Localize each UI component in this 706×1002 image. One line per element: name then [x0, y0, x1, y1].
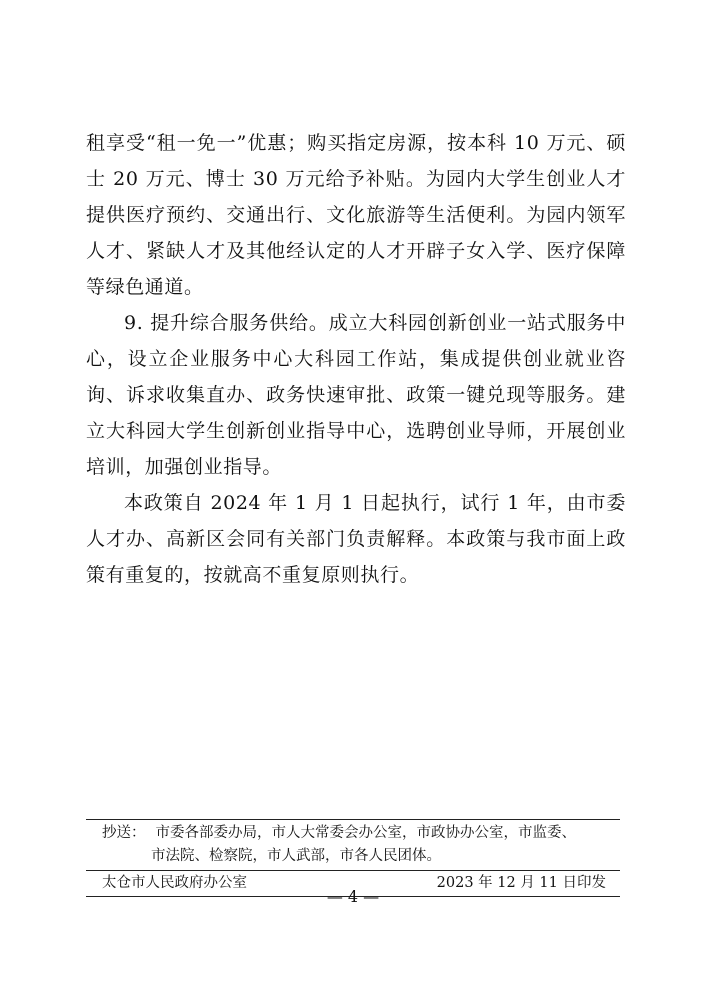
cc-recipients-line2: 市法院、检察院，市人武部，市各人民团体。: [151, 848, 441, 864]
paragraph-service-supply: 9. 提升综合服务供给。成立大科园创新创业一站式服务中心，设立企业服务中心大科园工作站，集成提供创业就业咨询、诉求收集直办、政务快速审批、政策一键兑现等服务。建立大科园大学生创新创业指导中心，选聘创业导师，开展创业培训，加强创业指导。: [86, 312, 626, 478]
document-body: [86, 125, 626, 593]
paragraph-policy-effective: 本政策自 2024 年 1 月 1 日起执行，试行 1 年，由市委人才办、高新区会同有关部门负责解释。本政策与我市面上政策有重复的，按就高不重复原则执行。: [86, 492, 626, 586]
issuer-name: 太仓市人民政府办公室: [102, 875, 247, 891]
cc-block: [86, 820, 620, 870]
paragraph-housing-subsidy: 租享受“租一免一”优惠；购买指定房源，按本科 10 万元、硕士 20 万元、博士 30 万元给予补贴。为园内大学生创业人才提供医疗预约、交通出行、文化旅游等生活便利。为园内领军人才、紧缺人才及其他经认定的人才开辟子女入学、医疗保障等绿色通道。: [86, 132, 626, 298]
document-footer: [86, 819, 620, 897]
page-number: — 4 —: [326, 887, 380, 906]
cc-first-line: [86, 822, 620, 845]
issue-date: 2023 年 12 月 11 日印发: [436, 875, 606, 891]
cc-recipients-line1: 市委各部委办局，市人大常委会办公室，市政协办公室，市监委、: [155, 825, 576, 841]
cc-label: 抄送：: [102, 825, 146, 841]
